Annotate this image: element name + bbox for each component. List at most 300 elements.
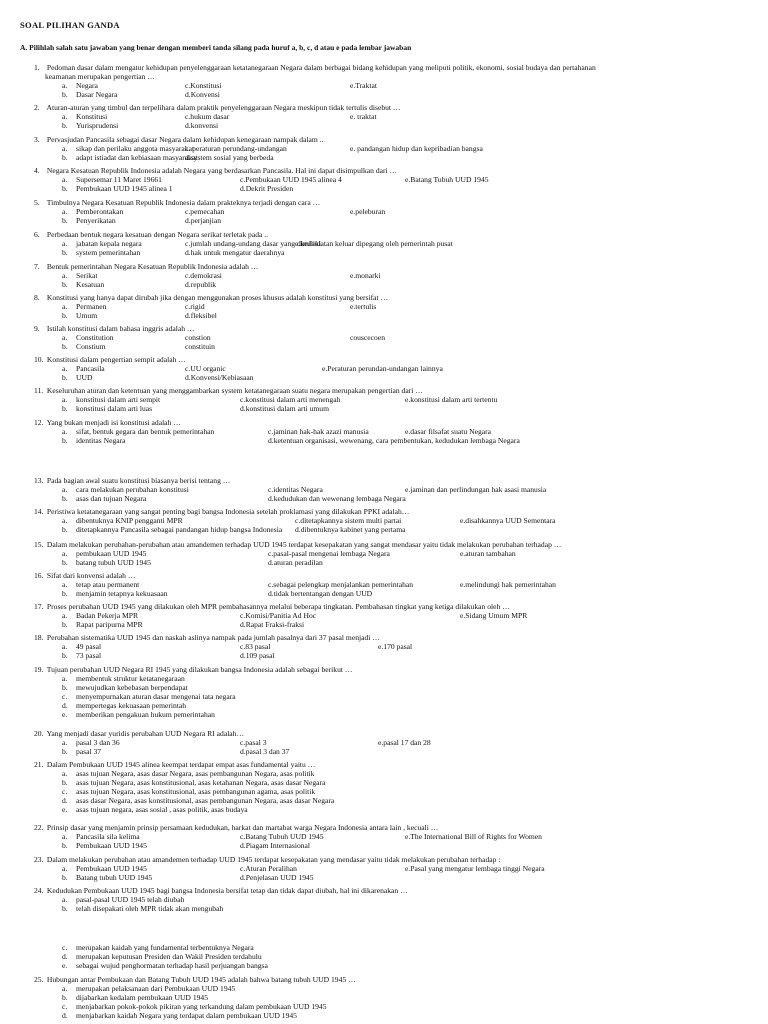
question-text: Proses perubahan UUD 1945 yang dilakukan oleh MPR pembahasannya melalui beberapa tingkatan. Pembahasan tingkat yang ketiga dilakukan oleh … bbox=[45, 602, 510, 611]
option-text: menjabarkan kaidah Negara yang terdapat dalam pembukaan UUD 1945 bbox=[76, 1011, 297, 1020]
option bbox=[62, 738, 120, 747]
question-text: Konstitusi dalam pengertian sempit adalah … bbox=[45, 355, 186, 364]
question-text: Timbulnya Negara Kesatuan Republik Indonesia dalam prakteknya terjadi dengan cara … bbox=[45, 198, 321, 207]
option-text: mewujudkan kebebasan berpendapat bbox=[76, 683, 188, 692]
option-letter: b. bbox=[62, 280, 68, 289]
option-letter: c. bbox=[62, 787, 68, 796]
option-text: ditetapkannya Pancasila sebagai pandangan hidup bangsa Indonesia bbox=[76, 525, 283, 534]
option bbox=[62, 81, 98, 90]
option bbox=[62, 436, 126, 445]
question-6-stem bbox=[34, 230, 749, 239]
option bbox=[62, 787, 315, 796]
option: c.pemecahan bbox=[185, 207, 225, 216]
option-text: merupakan kaidah yang fundamental terbentuknya Negara bbox=[76, 943, 254, 952]
option-letter: a. bbox=[62, 144, 68, 153]
option-text: Constium bbox=[76, 342, 106, 351]
option bbox=[62, 395, 160, 404]
option-text: Rapat paripurna MPR bbox=[76, 620, 143, 629]
option: e.The International Bill of Rights for Women bbox=[405, 832, 542, 841]
option bbox=[62, 404, 152, 413]
question-20-stem bbox=[34, 729, 749, 738]
option-letter: b. bbox=[62, 525, 68, 534]
option-letter: a. bbox=[62, 239, 68, 248]
question-4-stem bbox=[34, 166, 749, 175]
option: e.Traktat bbox=[350, 81, 377, 90]
option bbox=[62, 280, 104, 289]
option bbox=[62, 984, 235, 993]
question-number: 10. bbox=[34, 355, 44, 364]
option-letter: a. bbox=[62, 832, 68, 841]
question-text: Prinsip dasar yang menjamin prinsip persamaan kedudukan, harkat dan martabat warga Negara Indonesia antara lain , kecuali … bbox=[45, 823, 439, 832]
option bbox=[62, 580, 139, 589]
question-number: 5. bbox=[34, 198, 40, 207]
option-letter: e. bbox=[62, 710, 68, 719]
option bbox=[62, 841, 147, 850]
option bbox=[62, 549, 146, 558]
question-text: Kedudukan Pembukaan UUD 1945 bagi bangsa Indonesia bersifat tetap dan tidak dapat diubah, hal ini dikarenakan … bbox=[45, 886, 408, 895]
option-text: identitas Negara bbox=[76, 436, 126, 445]
option: c.konstitusi dalam arti menengah bbox=[240, 395, 341, 404]
option-letter: a. bbox=[62, 395, 68, 404]
option-text: pasal 3 dan 36 bbox=[76, 738, 120, 747]
option-letter: a. bbox=[62, 175, 68, 184]
option bbox=[62, 864, 147, 873]
question-number: 7. bbox=[34, 262, 40, 271]
option-letter: b. bbox=[62, 216, 68, 225]
option-text: asas tujuan Negara, asas konstitusional, asas pembangunan agama, asas politik bbox=[76, 787, 316, 796]
option-letter: b. bbox=[62, 683, 68, 692]
option-letter: a. bbox=[62, 549, 68, 558]
question-number: 18. bbox=[34, 633, 44, 642]
option-letter: a. bbox=[62, 895, 68, 904]
question-text: Dalam Pembukaan UUD 1945 alinea keempat terdapat empat asas fundamental yaitu … bbox=[45, 760, 316, 769]
question-number: 21. bbox=[34, 760, 44, 769]
option: d.Dekrit Presiden bbox=[240, 184, 294, 193]
option: d.pasal 3 dan 37 bbox=[240, 747, 290, 756]
option bbox=[62, 805, 248, 814]
question-number: 19. bbox=[34, 665, 44, 674]
option-letter: c. bbox=[62, 943, 68, 952]
option-letter: a. bbox=[62, 112, 68, 121]
question-22-stem bbox=[34, 823, 749, 832]
option: constion bbox=[185, 333, 211, 342]
option bbox=[62, 248, 140, 257]
question-13-stem bbox=[34, 476, 749, 485]
option: d.Piagam Internasional bbox=[240, 841, 311, 850]
option-letter: b. bbox=[62, 841, 68, 850]
question-7-stem bbox=[34, 262, 749, 271]
option-letter: b. bbox=[62, 993, 68, 1002]
option: d.Penjelasan UUD 1945 bbox=[240, 873, 314, 882]
option: e.aturan tambahan bbox=[460, 549, 516, 558]
option-text: memberikan pengakuan hukum pemerintahan bbox=[76, 710, 215, 719]
option bbox=[62, 651, 101, 660]
option: c.pasal 3 bbox=[240, 738, 267, 747]
option-text: asas dasar Negara, asas konstitusional, asas pembangunan Negara, asas dasar Negara bbox=[76, 796, 335, 805]
option bbox=[62, 796, 334, 805]
option: e. pandangan hidup dan kepribadian bangsa bbox=[350, 144, 483, 153]
option-letter: a. bbox=[62, 516, 68, 525]
option: c.jaminan hak-hak azazi manusia bbox=[268, 427, 369, 436]
option: c. peraturan perundang-undangan bbox=[185, 144, 287, 153]
option-text: system pemerintahan bbox=[76, 248, 141, 257]
question-text: Sifat dari konvensi adalah … bbox=[45, 571, 136, 580]
option bbox=[62, 216, 116, 225]
option-text: Negara bbox=[76, 81, 98, 90]
option: e. traktat bbox=[350, 112, 377, 121]
option: d.dibentuknya kabinet yang pertama bbox=[295, 525, 406, 534]
option: d.kedudukan dan wewenang lembaga Negara bbox=[268, 494, 406, 503]
option: c.rigid bbox=[185, 302, 205, 311]
option-text: Supersemar 11 Maret 19661 bbox=[76, 175, 162, 184]
question-1-stem bbox=[34, 63, 749, 72]
option: c.Aturan Peralihan bbox=[240, 864, 297, 873]
option bbox=[62, 144, 194, 153]
option-letter: a. bbox=[62, 333, 68, 342]
option bbox=[62, 271, 98, 280]
option: c.sebagai pelengkap menjalankan pemerintahan bbox=[268, 580, 414, 589]
option-letter: b. bbox=[62, 153, 68, 162]
option-text: konstitusi dalam arti luas bbox=[76, 404, 153, 413]
option bbox=[62, 1002, 327, 1011]
option bbox=[62, 112, 107, 121]
question-21-stem bbox=[34, 760, 749, 769]
option-letter: e. bbox=[62, 961, 68, 970]
option-text: sebagai wujud penghormatan terhadap hasil perjuangan bangsa bbox=[76, 961, 268, 970]
option-letter: a. bbox=[62, 769, 68, 778]
option-letter: a. bbox=[62, 674, 68, 683]
option bbox=[62, 778, 325, 787]
option: d.republik bbox=[185, 280, 217, 289]
option-letter: b. bbox=[62, 342, 68, 351]
option-letter: b. bbox=[62, 494, 68, 503]
option-text: UUD bbox=[76, 373, 93, 382]
question-number: 2. bbox=[34, 103, 40, 112]
question-number: 25. bbox=[34, 975, 44, 984]
option bbox=[62, 90, 118, 99]
option-letter: a. bbox=[62, 207, 68, 216]
option bbox=[62, 494, 146, 503]
question-text: Pada bagian awal suatu konstitusi biasanya berisi tentang … bbox=[45, 476, 231, 485]
option-text: menjamin tetapnya kekuasaan bbox=[76, 589, 168, 598]
option: c.identitas Negara bbox=[268, 485, 323, 494]
option-letter: b. bbox=[62, 651, 68, 660]
option bbox=[62, 620, 143, 629]
question-8-stem bbox=[34, 293, 749, 302]
option-text: Pancasila sila kelima bbox=[76, 832, 140, 841]
option: e.peleburan bbox=[350, 207, 386, 216]
option: d.system sosial yang berbeda bbox=[185, 153, 274, 162]
question-text: Dalam melakukan perubahan-perubahan atau amandemen terhadap UUD 1945 terdapat kesepakatan yang sangat mendasar yaitu tidak melakukan perubahan terhadap … bbox=[45, 540, 562, 549]
option: constituin bbox=[185, 342, 215, 351]
question-number: 24. bbox=[34, 886, 44, 895]
option bbox=[62, 952, 262, 961]
option-text: Constitution bbox=[76, 333, 114, 342]
option: d.109 pasal bbox=[240, 651, 275, 660]
option bbox=[62, 710, 215, 719]
option-letter: b. bbox=[62, 436, 68, 445]
option-letter: a. bbox=[62, 364, 68, 373]
option: d.konstitusi dalam arti umum bbox=[240, 404, 330, 413]
option-text: Badan Pekerja MPR bbox=[76, 611, 139, 620]
option bbox=[62, 683, 188, 692]
option: c.83 pasal bbox=[240, 642, 271, 651]
option-text: tetap atau permanent bbox=[76, 580, 140, 589]
option bbox=[62, 373, 92, 382]
option: e.tertulis bbox=[350, 302, 377, 311]
option-letter: b. bbox=[62, 873, 68, 882]
option: c.UU organic bbox=[185, 364, 226, 373]
option: e.monarki bbox=[350, 271, 381, 280]
option bbox=[62, 895, 184, 904]
option bbox=[62, 558, 151, 567]
option bbox=[62, 943, 254, 952]
option-letter: c. bbox=[62, 692, 68, 701]
option-letter: b. bbox=[62, 373, 68, 382]
option-text: merupakan keputusan Presiden dan Wakil Presiden terdahulu bbox=[76, 952, 262, 961]
option bbox=[62, 333, 114, 342]
option bbox=[62, 153, 197, 162]
option: e.kedaulatan keluar dipegang oleh pemerintah pusat bbox=[295, 239, 453, 248]
question-number: 15. bbox=[34, 540, 44, 549]
question-19-stem bbox=[34, 665, 749, 674]
question-text: Yang bukan menjadi isi konstitusi adalah … bbox=[45, 418, 181, 427]
option-text: batang tubuh UUD 1945 bbox=[76, 558, 151, 567]
option bbox=[62, 516, 183, 525]
option bbox=[62, 589, 168, 598]
question-text: Keseluruhan aturan dan ketentuan yang menggambarkan system ketatanegaraan suatu negara merupakan pengertian dari … bbox=[45, 386, 423, 395]
option-letter: b. bbox=[62, 248, 68, 257]
option: e.dasar filsafat suatu Negara bbox=[405, 427, 492, 436]
option: d.Konvensi bbox=[185, 90, 220, 99]
question-text: Dalam melakukan perubahan atau amandemen terhadap UUD 1945 terdapat kesepakatan yang mendasar yaitu tidak melakukan perubahan terhadap : bbox=[45, 855, 501, 864]
option-letter: b. bbox=[62, 778, 68, 787]
option bbox=[62, 832, 140, 841]
question-text: Tujuan perubahan UUD Negara RI 1945 yang dilakukan bangsa Indonesia adalah sebagai berikut … bbox=[45, 665, 353, 674]
option: c.hukum dasar bbox=[185, 112, 230, 121]
option-text: dibentuknya KNIP pengganti MPR bbox=[76, 516, 183, 525]
option-letter: a. bbox=[62, 427, 68, 436]
option bbox=[62, 485, 189, 494]
option-text: Yurisprudensi bbox=[76, 121, 119, 130]
option-letter: a. bbox=[62, 580, 68, 589]
option-letter: d. bbox=[62, 796, 68, 805]
question-25-stem bbox=[34, 975, 749, 984]
question-number: 12. bbox=[34, 418, 44, 427]
option: d.hak untuk mengatur daerahnya bbox=[185, 248, 285, 257]
question-number: 17. bbox=[34, 602, 44, 611]
question-text: Perbedaan bentuk negara kesatuan dengan Negara serikat terletak pada .. bbox=[45, 230, 269, 239]
option: couscecoen bbox=[350, 333, 385, 342]
option-text: Konstitusi bbox=[76, 112, 108, 121]
option bbox=[62, 364, 105, 373]
option-letter: a. bbox=[62, 485, 68, 494]
option-text: pasal-pasal UUD 1945 telah diubah bbox=[76, 895, 185, 904]
option-letter: a. bbox=[62, 611, 68, 620]
option bbox=[62, 701, 186, 710]
question-text-continued: keamanan merupakan pengertian … bbox=[45, 72, 155, 81]
question-3-stem bbox=[34, 135, 749, 144]
option bbox=[62, 207, 123, 216]
option-text: jabatan kepala negara bbox=[76, 239, 142, 248]
option: c.Komisi/Panitia Ad Hoc bbox=[240, 611, 317, 620]
question-text: Bentuk pemerintahan Negara Kesatuan Republik Indonesia adalah … bbox=[45, 262, 259, 271]
option: e.konstitusi dalam arti tertentu bbox=[405, 395, 498, 404]
question-number: 4. bbox=[34, 166, 40, 175]
question-number: 6. bbox=[34, 230, 40, 239]
option-text: Serikat bbox=[76, 271, 98, 280]
question-number: 8. bbox=[34, 293, 40, 302]
option-text: Kesatuan bbox=[76, 280, 105, 289]
question-text: Pedoman dasar dalam mengatur kehidupan penyelenggaraan ketatanegaraan Negara dalam berbagai bidang kehidupan yang meliputi politik, ekonomi, sosial budaya dan pertahanan bbox=[45, 63, 596, 72]
option-text: Umum bbox=[76, 311, 98, 320]
option-text: Penyerikatan bbox=[76, 216, 116, 225]
option: e.jaminan dan perlindungan hak asasi manusia bbox=[405, 485, 547, 494]
question-18-stem bbox=[34, 633, 749, 642]
option: c.ditetapkannya sistem multi partai bbox=[295, 516, 402, 525]
option bbox=[62, 873, 152, 882]
option bbox=[62, 747, 101, 756]
question-number: 9. bbox=[34, 324, 40, 333]
option: d.perjanjian bbox=[185, 216, 222, 225]
option-text: konstitusi dalam arti sempit bbox=[76, 395, 161, 404]
option bbox=[62, 642, 101, 651]
option-text: pasal 37 bbox=[76, 747, 102, 756]
option-text: 73 pasal bbox=[76, 651, 102, 660]
option: e.Peraturan perundan-undangan lainnya bbox=[322, 364, 443, 373]
question-number: 11. bbox=[34, 386, 44, 395]
option: d.aturan peradilan bbox=[268, 558, 323, 567]
option-text: Dasar Negara bbox=[76, 90, 118, 99]
question-number: 16. bbox=[34, 571, 44, 580]
option-text: asas tujuan Negara, asas konstitusional, asas ketahanan Negara, asas dasar Negara bbox=[76, 778, 326, 787]
option-text: adapt istiadat dan kebiasaan masyarakat bbox=[76, 153, 198, 162]
option-letter: d. bbox=[62, 1011, 68, 1020]
option bbox=[62, 121, 118, 130]
option-letter: d. bbox=[62, 701, 68, 710]
option-letter: a. bbox=[62, 271, 68, 280]
page-title: SOAL PILIHAN GANDA bbox=[20, 20, 120, 30]
option-letter: b. bbox=[62, 747, 68, 756]
option: c.Batang Tubuh UUD 1945 bbox=[240, 832, 324, 841]
option: c.demokrasi bbox=[185, 271, 222, 280]
option: c.Konstitusi bbox=[185, 81, 222, 90]
question-2-stem bbox=[34, 103, 749, 112]
question-14-stem bbox=[34, 507, 749, 516]
question-text: Istilah konstitusi dalam bahasa inggris adalah … bbox=[45, 324, 195, 333]
question-10-stem bbox=[34, 355, 749, 364]
option-text: Pembukaan UUD 1945 bbox=[76, 841, 147, 850]
option-text: merupakan pelaksanaan dari Pembukaan UUD 1945 bbox=[76, 984, 236, 993]
option bbox=[62, 175, 162, 184]
option-letter: b. bbox=[62, 589, 68, 598]
option-text: sifat, bentuk gegara dan bentuk pemerintahan bbox=[76, 427, 215, 436]
question-text: Konstitusi yang hanya dapat dirubah jika dengan menggunakan proses khusus adalah konstitusi yang bersifat … bbox=[45, 293, 389, 302]
option-text: Pembukaan UUD 1945 alinea 1 bbox=[76, 184, 173, 193]
option-text: telah disepakati oleh MPR tidak akan mengubah bbox=[76, 904, 224, 913]
option bbox=[62, 769, 314, 778]
option-letter: b. bbox=[62, 558, 68, 567]
question-text: Hubungan antar Pembukaan dan Batang Tubuh UUD 1945 adalah bahwa batang tubuh UUD 1945 … bbox=[45, 975, 356, 984]
option bbox=[62, 904, 223, 913]
option-text: asas tujuan negara, asas sosial , asas politik, asas budaya bbox=[76, 805, 248, 814]
option-letter: b. bbox=[62, 404, 68, 413]
option-letter: a. bbox=[62, 302, 68, 311]
question-24-stem bbox=[34, 886, 749, 895]
question-number: 1. bbox=[34, 63, 40, 72]
option bbox=[62, 311, 97, 320]
option: d.ketentuan organisasi, wewenang, cara pembentukan, kedudukan lembaga Negara bbox=[268, 436, 520, 445]
question-number: 13. bbox=[34, 476, 44, 485]
question-16-stem bbox=[34, 571, 749, 580]
option: d.konvensi bbox=[185, 121, 219, 130]
option-text: menyempurnakan aturan dasar mengenai tata negara bbox=[76, 692, 236, 701]
option-text: membentuk struktur ketatanegaraan bbox=[76, 674, 185, 683]
option: d.Rapat Fraksi-fraksi bbox=[240, 620, 305, 629]
option-text: Pemberontakan bbox=[76, 207, 124, 216]
option bbox=[62, 961, 268, 970]
question-text: Negara Kesatuan Republik Indonesia adalah Negara yang berdasarkan Pancasila. Hal ini dapat disimpulkan dari … bbox=[45, 166, 398, 175]
option: e.disahkannya UUD Sementara bbox=[460, 516, 556, 525]
option bbox=[62, 611, 138, 620]
question-5-stem bbox=[34, 198, 749, 207]
option-letter: b. bbox=[62, 184, 68, 193]
option bbox=[62, 993, 208, 1002]
option-text: asas dan tujuan Negara bbox=[76, 494, 147, 503]
option bbox=[62, 525, 282, 534]
question-number: 22. bbox=[34, 823, 44, 832]
option-letter: a. bbox=[62, 864, 68, 873]
option-text: 49 pasal bbox=[76, 642, 102, 651]
option: e.pasal 17 dan 28 bbox=[378, 738, 431, 747]
option-text: dijabarkan kedalam pembukaan UUD 1945 bbox=[76, 993, 209, 1002]
option bbox=[62, 674, 185, 683]
option-text: cara melakukan perubahan konstitusi bbox=[76, 485, 189, 494]
question-number: 14. bbox=[34, 507, 44, 516]
option-letter: d. bbox=[62, 952, 68, 961]
option: d.tidak bertentangan dengan UUD bbox=[268, 589, 373, 598]
question-text: Perubahan sistematika UUD 1945 dan naskah aslinya nampak pada jumlah pasalnya dari 37 pasal menjadi … bbox=[45, 633, 380, 642]
option-letter: b. bbox=[62, 121, 68, 130]
question-9-stem bbox=[34, 324, 749, 333]
question-12-stem bbox=[34, 418, 749, 427]
option: e.Sidang Umum MPR bbox=[460, 611, 528, 620]
instruction-text: A. Pilihlah salah satu jawaban yang benar dengan memberi tanda silang pada huruf a, b, c, d atau e pada lembar jawaban bbox=[20, 43, 412, 52]
option-letter: a. bbox=[62, 642, 68, 651]
option-letter: b. bbox=[62, 620, 68, 629]
option bbox=[62, 239, 142, 248]
option-letter: b. bbox=[62, 90, 68, 99]
question-text: Pervasjudan Pancasila sebagai dasar Negara dalam kehidupan kenegaraan nampak dalam .. bbox=[45, 135, 324, 144]
option-letter: e. bbox=[62, 805, 68, 814]
option-text: pembukaan UUD 1945 bbox=[76, 549, 147, 558]
option bbox=[62, 427, 214, 436]
option-text: sikap dan perilaku anggota masyarakat bbox=[76, 144, 195, 153]
question-text: Aturan-aturan yang timbul dan terpelihara dalam praktik penyelenggaraan Negara meskipun tidak tertulis disebut … bbox=[45, 103, 401, 112]
option-text: asas tujuan Negara, asas dasar Negara, asas pembangunan Negara, asas politik bbox=[76, 769, 315, 778]
question-text: Peristiwa ketatanegaraan yang sangat penting bagi bangsa Indonesia setelah proklamasi yang dilakukan PPKI adalah… bbox=[45, 507, 410, 516]
option: c.Pembukaan UUD 1945 alinea 4 bbox=[240, 175, 342, 184]
option-letter: a. bbox=[62, 984, 68, 993]
option-text: Pembukaan UUD 1945 bbox=[76, 864, 147, 873]
option-text: menjabarkan pokok-pokok pikiran yang terkandung dalam pembukaan UUD 1945 bbox=[76, 1002, 327, 1011]
question-number: 20. bbox=[34, 729, 44, 738]
option-letter: b. bbox=[62, 311, 68, 320]
option: e.Batang Tubuh UUD 1945 bbox=[405, 175, 489, 184]
question-number: 23. bbox=[34, 855, 44, 864]
option-letter: b. bbox=[62, 904, 68, 913]
option-text: Permanen bbox=[76, 302, 107, 311]
